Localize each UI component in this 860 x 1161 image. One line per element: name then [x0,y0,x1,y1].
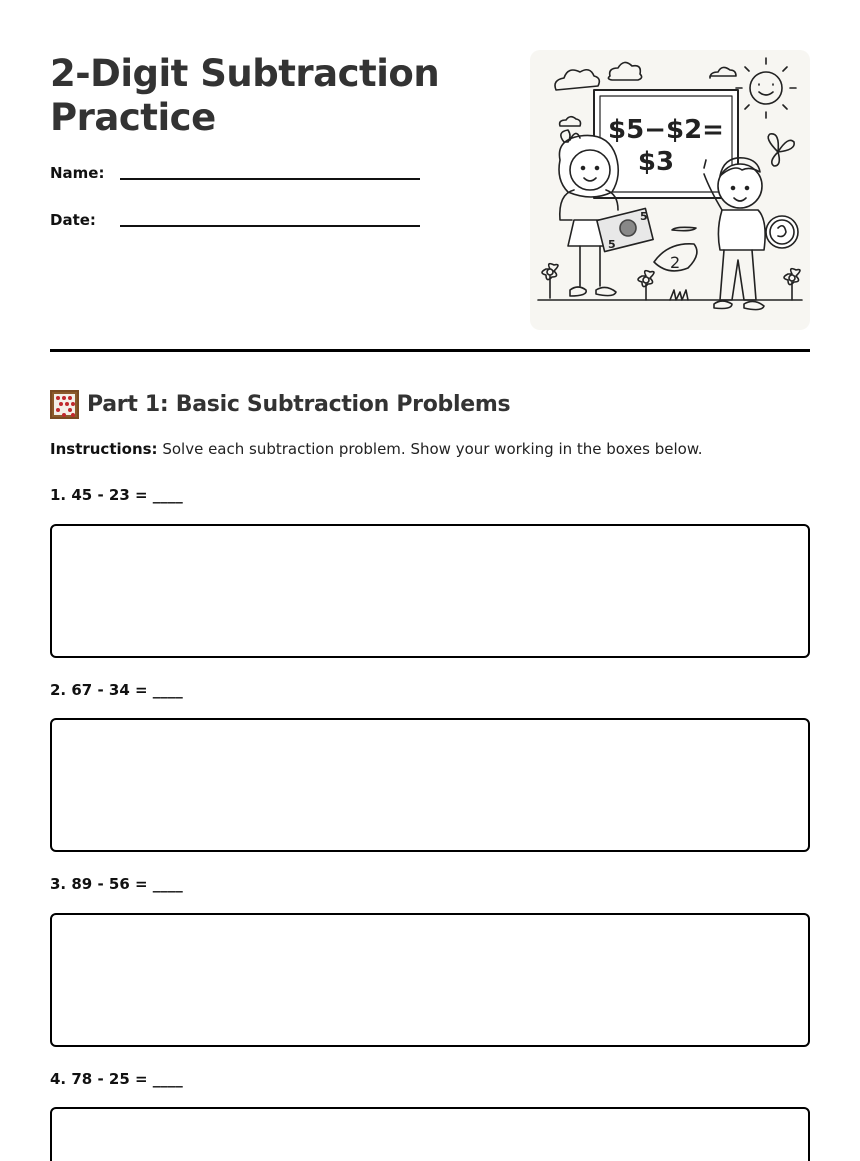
instructions [50,440,703,458]
svg-text:5: 5 [640,210,648,223]
svg-text:$3: $3 [637,147,675,177]
children-chalkboard-illustration [530,50,810,330]
problem-3-label: 3. 89 - 56 = ____ [50,875,183,893]
svg-text:5: 5 [608,238,616,251]
instructions-text: Solve each subtraction problem. Show your working in the boxes below. [157,440,703,458]
name-field[interactable] [50,164,420,188]
coin-icon [766,216,798,248]
problem-4-work-box[interactable] [50,1107,810,1161]
date-field[interactable] [50,211,420,235]
svg-text:$5−$2=: $5−$2= [608,115,724,145]
leaf-number-icon [654,244,697,272]
header-divider [50,349,810,352]
girl-figure [559,130,618,296]
instructions-label: Instructions: [50,440,158,458]
svg-text:2: 2 [670,253,681,272]
problem-2-label: 2. 67 - 34 = ____ [50,681,183,699]
abacus-icon [50,390,79,419]
five-dollar-bill [597,208,653,251]
butterfly-icon [768,134,794,166]
date-input-line[interactable] [120,225,420,227]
name-label: Name: [50,164,105,182]
page-title: 2-Digit Subtraction Practice [50,52,440,139]
problem-1-work-box[interactable] [50,524,810,658]
problem-2-work-box[interactable] [50,718,810,852]
date-label: Date: [50,211,96,229]
name-input-line[interactable] [120,178,420,180]
sun-icon [736,58,796,118]
problem-1-label: 1. 45 - 23 = ____ [50,486,183,504]
section-header [50,388,510,420]
section-title: Part 1: Basic Subtraction Problems [87,391,511,417]
problem-4-label: 4. 78 - 25 = ____ [50,1070,183,1088]
worksheet-header [50,50,810,330]
problem-3-work-box[interactable] [50,913,810,1047]
